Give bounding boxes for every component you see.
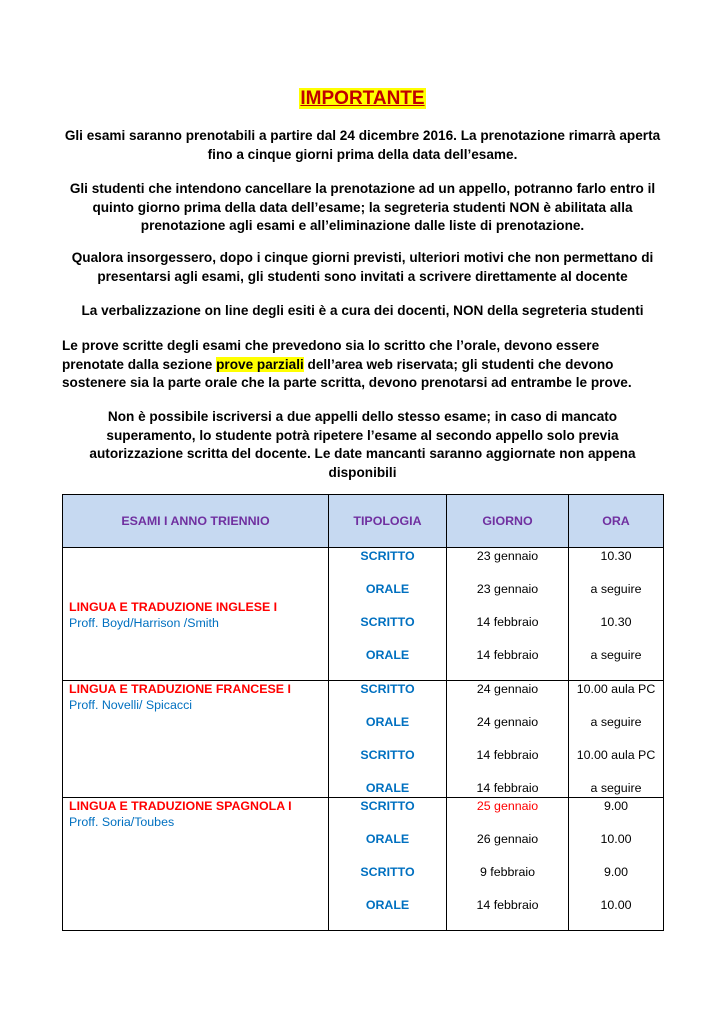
exam-day: 25 gennaio (476, 799, 539, 813)
exam-day: 24 gennaio (476, 682, 539, 696)
course-professors: Proff. Soria/Toubes (69, 815, 175, 829)
course-name: LINGUA E TRADUZIONE INGLESE I (69, 600, 278, 614)
type-cell (329, 798, 447, 931)
exam-type: SCRITTO (360, 615, 415, 629)
time-cell (569, 681, 664, 798)
exam-type: ORALE (365, 898, 410, 912)
exam-type: ORALE (365, 648, 410, 662)
course-name: LINGUA E TRADUZIONE SPAGNOLA I (69, 799, 292, 813)
course-cell (63, 548, 329, 681)
exam-time: 10.00 (600, 832, 632, 846)
header-type: TIPOLOGIA (329, 495, 447, 548)
paragraph-second-appeal: Non è possibile iscriversi a due appelli dello stesso esame; in caso di mancato superamento, lo studente potrà ripetere l’esame al secondo appello solo previa autorizzazione scritta del docente. Le date mancanti saranno aggiornate non appena disponibili (89, 409, 636, 480)
exam-type: SCRITTO (360, 682, 415, 696)
exam-type: SCRITTO (360, 748, 415, 762)
exam-time: 10.00 aula PC (576, 748, 656, 762)
exam-time: a seguire (590, 648, 642, 662)
time-cell (569, 798, 664, 931)
exam-time: 9.00 (603, 865, 629, 879)
highlight-prove-parziali: prove parziali (216, 356, 304, 372)
course-cell (63, 681, 329, 798)
type-cell (329, 681, 447, 798)
day-cell (447, 798, 569, 931)
course-cell (63, 798, 329, 931)
exam-time: 10.00 aula PC (576, 682, 656, 696)
paragraph-cancel-booking: Gli studenti che intendono cancellare la prenotazione ad un appello, potranno farlo entro il quinto giorno prima della data dell’esame; la segreteria studenti NON è abilitata alla prenotazione agli esami e all’eliminazione dalle liste di prenotazione. (69, 181, 656, 233)
table-row (63, 681, 664, 798)
exam-day: 23 gennaio (476, 549, 539, 563)
type-cell (329, 548, 447, 681)
exam-type: SCRITTO (360, 549, 415, 563)
page-title-text: IMPORTANTE (300, 88, 425, 109)
exam-schedule-table (62, 494, 664, 931)
paragraph-written-tests-part1: Le prove scritte degli esami che prevedono sia lo scritto che l’orale, devono essere prenotate dalla sezione (62, 338, 600, 372)
exam-day: 26 gennaio (476, 832, 539, 846)
exam-day: 24 gennaio (476, 715, 539, 729)
paragraph-written-tests (62, 337, 663, 393)
exam-type: ORALE (365, 582, 410, 596)
exam-time: 10.30 (600, 549, 632, 563)
header-day: GIORNO (447, 495, 569, 548)
exam-time: 10.30 (600, 615, 632, 629)
paragraph-written-tests-part2: dell’area web riservata; gli studenti che devono sostenere sia la parte orale che la parte scritta, devono prenotarsi ad entrambe le prove. (62, 356, 632, 390)
table-row (63, 798, 664, 931)
course-name: LINGUA E TRADUZIONE FRANCESE I (69, 682, 291, 696)
exam-time: 10.00 (600, 898, 632, 912)
exam-time: 9.00 (603, 799, 629, 813)
table-header-row (63, 495, 664, 548)
exam-day: 9 febbraio (479, 865, 536, 879)
day-cell (447, 548, 569, 681)
page-title (0, 86, 725, 112)
exam-day: 14 febbraio (476, 648, 539, 662)
day-cell (447, 681, 569, 798)
exam-day: 23 gennaio (476, 582, 539, 596)
exam-day: 14 febbraio (476, 748, 539, 762)
paragraph-contact-teacher: Qualora insorgessero, dopo i cinque giorni previsti, ulteriori motivi che non permettano di presentarsi agli esami, gli studenti sono invitati a scrivere direttamente al docente (71, 250, 654, 284)
header-time: ORA (569, 495, 664, 548)
table-row (63, 548, 664, 681)
exam-type: ORALE (365, 781, 410, 795)
exam-day: 14 febbraio (476, 898, 539, 912)
exam-type: SCRITTO (360, 865, 415, 879)
paragraph-online-registration: La verbalizzazione on line degli esiti è a cura dei docenti, NON della segreteria studenti (81, 303, 644, 318)
exam-type: ORALE (365, 832, 410, 846)
exam-time: a seguire (590, 781, 642, 795)
exam-day: 14 febbraio (476, 615, 539, 629)
exam-day: 14 febbraio (476, 781, 539, 795)
course-professors: Proff. Boyd/Harrison /Smith (69, 616, 219, 630)
course-professors: Proff. Novelli/ Spicacci (69, 698, 193, 712)
exam-type: ORALE (365, 715, 410, 729)
exam-time: a seguire (590, 582, 642, 596)
time-cell (569, 548, 664, 681)
exam-time: a seguire (590, 715, 642, 729)
paragraph-booking-open: Gli esami saranno prenotabili a partire dal 24 dicembre 2016. La prenotazione rimarrà aperta fino a cinque giorni prima della data dell’esame. (64, 128, 661, 162)
exam-type: SCRITTO (360, 799, 415, 813)
header-course: ESAMI I ANNO TRIENNIO (63, 495, 329, 548)
